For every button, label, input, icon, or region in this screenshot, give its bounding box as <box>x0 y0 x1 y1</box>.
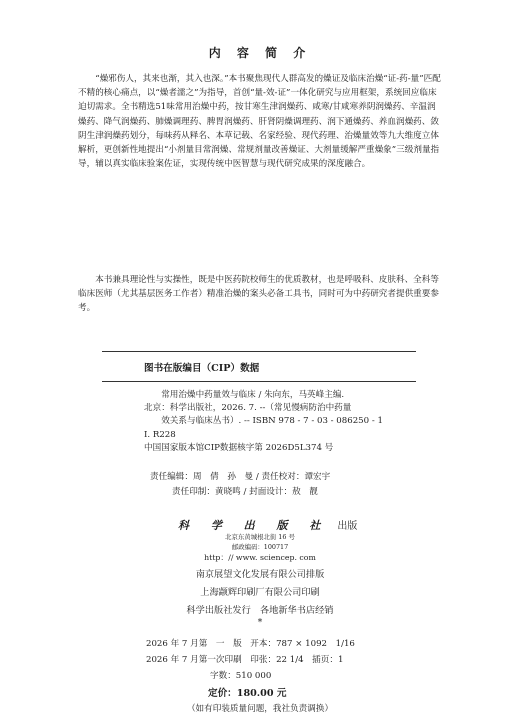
price: 定价：180.00 元 <box>208 688 287 699</box>
star-separator: * <box>257 618 263 628</box>
cip-line: 常用治燥中药量效与临床 / 朱向东，马英峰主编. <box>161 390 345 400</box>
publisher-name: 科 学 出 版 社 <box>178 519 330 532</box>
impression-line: 2026 年 7 月第一次印刷 印张：22 1/4 插页：1 <box>146 655 344 665</box>
publisher-postcode: 邮政编码：100717 <box>231 543 289 551</box>
cip-line: 北京：科学出版社，2026. 7. --（常见慢病防治中药量 <box>144 403 352 414</box>
intro-paragraph-2-text: 本书兼具理论性与实操性，既是中医药院校师生的优质教材，也是呼吸科、皮肤科、全科等临床医师（尤其基层医务工作者）精准治燥的案头必备工具书，同时可为中药研究者提供重要参考。 <box>78 275 439 314</box>
word-count: 字数：510 000 <box>210 671 272 681</box>
typeset-line: 南京展望文化发展有限公司排版 <box>195 569 325 580</box>
edition-line: 2026 年 7 月第 一 版 开本：787 × 1092 1/16 <box>146 639 355 649</box>
quality-note: （如有印装质量问题，我社负责调换） <box>186 704 334 714</box>
editors-credits <box>150 470 330 500</box>
editors-row: 责任编辑：周 倩 孙 曼 / 责任校对：谭宏宇 <box>150 472 331 482</box>
distribute-line: 科学出版社发行 各地新华书店经销 <box>186 605 334 616</box>
cip-title-rule <box>102 381 416 382</box>
cip-line: 中国国家版本馆CIP数据核字第 2026D5L374 号 <box>144 442 334 453</box>
intro-title: 内 容 简 介 <box>208 46 312 60</box>
publisher-logo <box>178 517 357 533</box>
intro-paragraph-1 <box>78 72 444 171</box>
publisher-label: 出版 <box>337 521 358 532</box>
cip-title: 图书在版编目（CIP）数据 <box>144 363 260 374</box>
print-line: 上海颛辉印刷厂有限公司印刷 <box>200 587 320 598</box>
cip-line: 效关系与临床丛书）. -- ISBN 978 - 7 - 03 - 086250 - 1 <box>161 416 383 427</box>
editors-row: 责任印制：黄晓鸣 / 封面设计：敖 靓 <box>172 487 318 497</box>
cip-top-rule <box>102 351 416 352</box>
cip-line: Ⅰ. R228 <box>144 429 176 440</box>
publisher-address: 北京东黄城根北街 16 号 <box>225 533 295 541</box>
intro-paragraph-1-text: “燥邪伤人，其来也渐，其入也深。”本书聚焦现代人群高发的燥证及临床治燥“证-药-量”匹配不精的核心痛点，以“燥者濡之”为指导，首创“量-效-证”一体化研究与应用框架，系统回应临床迫切需求。全书精选51味常用治燥中药，按甘寒生津润燥药、咸寒/甘咸寒养阴润燥药、辛温润燥药、降气润燥药、肺燥调理药、脾胃润燥药、肝肾阴燥调理药、润下通燥药、养血润燥药、敛阴生津润燥药划分，每味药从释名、本草记载、名家经验、现代药理、治燥量效等九大维度立体解析，更创新性地提出“小剂量目常润燥、常规剂量改善燥证、大剂量缓解严重燥象”三级剂量指导，辅以真实临床验案佐证，实现传统中医智慧与现代研究成果的深度融合。 <box>78 74 441 170</box>
publisher-url: http：// www. sciencep. com <box>204 553 316 562</box>
cip-record <box>144 389 396 455</box>
intro-paragraph-2 <box>78 273 444 316</box>
